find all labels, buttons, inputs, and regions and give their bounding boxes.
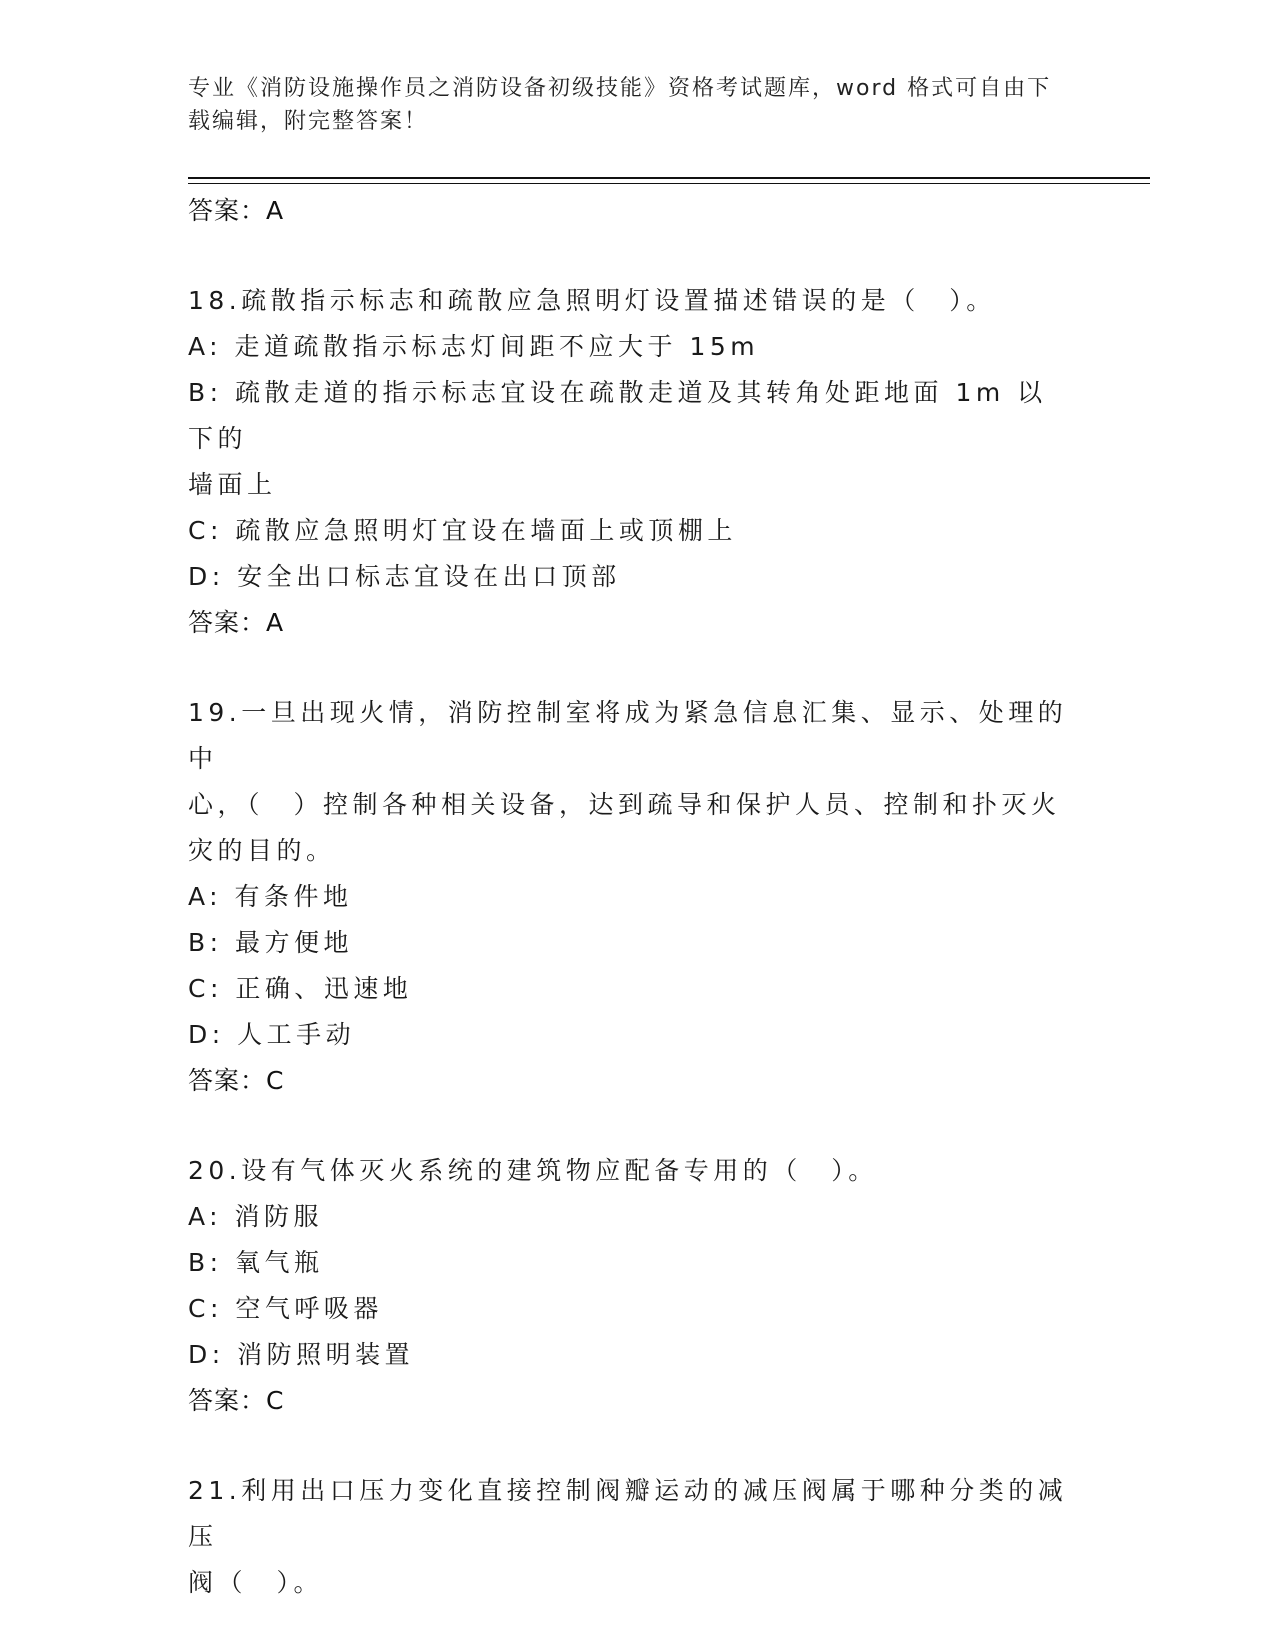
- answer-line: 答案：A: [188, 608, 285, 637]
- option-line: C: 疏散应急照明灯宜设在墙面上或顶棚上: [188, 516, 737, 545]
- header-line-2: 载编辑，附完整答案！: [188, 109, 429, 134]
- option-line: B: 疏散走道的指示标志宜设在疏散走道及其转角处距地面 1m 以下的: [188, 378, 1047, 453]
- question-block: [188, 690, 1068, 1104]
- question-stem: 心，（ ）控制各种相关设备，达到疏导和保护人员、控制和扑灭火: [188, 790, 1061, 819]
- option-line: B: 氧气瓶: [188, 1248, 324, 1277]
- question-list: [188, 188, 1068, 1606]
- option-line: 墙面上: [188, 470, 277, 499]
- question-block: [188, 1148, 1068, 1424]
- header-line-1: 专业《消防设施操作员之消防设备初级技能》资格考试题库，word 格式可自由下: [188, 76, 1052, 101]
- answer-line: 答案：C: [188, 1066, 285, 1095]
- document-header: [188, 72, 1068, 138]
- question-block: [188, 1468, 1068, 1606]
- option-line: D: 安全出口标志宜设在出口顶部: [188, 562, 621, 591]
- question-stem: 19.一旦出现火情，消防控制室将成为紧急信息汇集、显示、处理的中: [188, 698, 1068, 773]
- option-line: C: 空气呼吸器: [188, 1294, 383, 1323]
- option-line: B: 最方便地: [188, 928, 354, 957]
- header-divider-thick: [188, 177, 1150, 179]
- answer-line: 答案：A: [188, 196, 285, 225]
- option-line: A: 走道疏散指示标志灯间距不应大于 15m: [188, 332, 760, 361]
- question-stem: 阀（ ）。: [188, 1568, 324, 1597]
- option-line: D: 人工手动: [188, 1020, 356, 1049]
- option-line: D: 消防照明装置: [188, 1340, 415, 1369]
- question-stem: 灾的目的。: [188, 836, 336, 865]
- question-stem: 18.疏散指示标志和疏散应急照明灯设置描述错误的是（ ）。: [188, 286, 996, 315]
- answer-line: 答案：C: [188, 1386, 285, 1415]
- option-line: A: 有条件地: [188, 882, 353, 911]
- question-block: [188, 278, 1068, 646]
- option-line: A: 消防服: [188, 1202, 324, 1231]
- option-line: C: 正确、迅速地: [188, 974, 413, 1003]
- question-stem: 21.利用出口压力变化直接控制阀瓣运动的减压阀属于哪种分类的减压: [188, 1476, 1068, 1551]
- header-divider-thin: [188, 183, 1150, 184]
- question-stem: 20.设有气体灭火系统的建筑物应配备专用的（ ）。: [188, 1156, 878, 1185]
